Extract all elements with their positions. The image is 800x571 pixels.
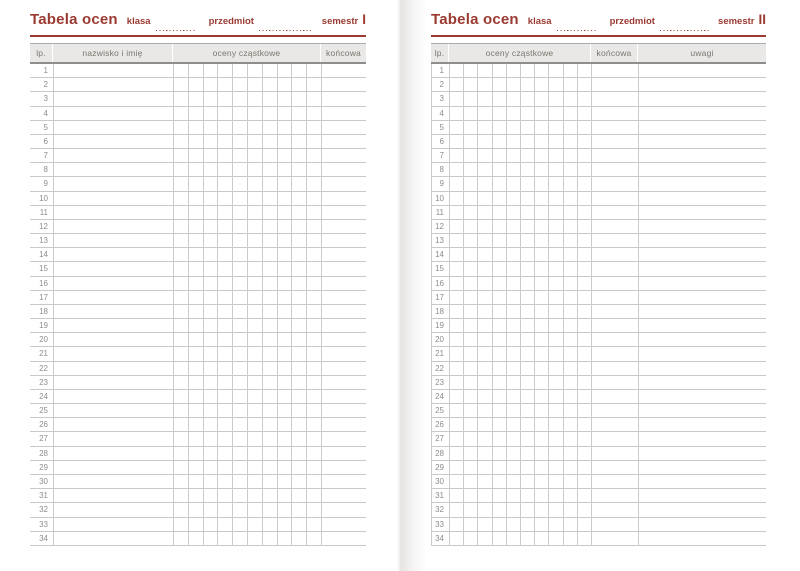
row-number: 21 [435, 349, 444, 359]
row-number: 30 [39, 476, 48, 486]
row-number: 23 [39, 377, 48, 387]
row-number: 28 [39, 448, 48, 458]
row-number: 29 [435, 462, 444, 472]
row-number: 23 [435, 377, 444, 387]
table-row[interactable] [431, 121, 766, 135]
column-header-koncowa: końcowa [591, 44, 638, 62]
column-header-lp: lp. [30, 44, 53, 62]
przedmiot-label: przedmiot [208, 16, 254, 27]
table-row[interactable] [30, 347, 366, 361]
table-row[interactable] [30, 532, 366, 546]
row-number: 16 [39, 278, 48, 288]
row-number: 11 [39, 207, 48, 217]
column-divider [463, 64, 464, 546]
table-body [30, 64, 366, 546]
row-number: 15 [435, 264, 444, 274]
table-row[interactable] [30, 305, 366, 319]
table-row[interactable] [30, 121, 366, 135]
row-number: 18 [39, 306, 48, 316]
table-row[interactable] [431, 277, 766, 291]
row-number: 28 [435, 448, 444, 458]
row-number: 9 [439, 179, 444, 189]
page-header [30, 11, 366, 34]
column-divider [548, 64, 549, 546]
table-row[interactable] [431, 362, 766, 376]
table-row[interactable] [30, 461, 366, 475]
row-number: 3 [43, 94, 48, 104]
column-divider [449, 64, 450, 546]
column-divider [492, 64, 493, 546]
table-row[interactable] [431, 177, 766, 191]
row-number: 14 [435, 250, 444, 260]
row-number: 32 [435, 505, 444, 515]
row-number: 1 [43, 66, 48, 75]
semester-numeral: II [758, 12, 766, 27]
row-number: 8 [439, 165, 444, 175]
table-row[interactable] [431, 503, 766, 517]
row-number: 22 [435, 363, 444, 373]
table-row[interactable] [431, 418, 766, 432]
row-number: 6 [43, 136, 48, 146]
klasa-fill-in-line[interactable] [156, 30, 196, 31]
table-row[interactable] [30, 376, 366, 390]
table-row[interactable] [30, 291, 366, 305]
row-number: 33 [435, 519, 444, 529]
page-semester-2 [431, 0, 766, 571]
table-row[interactable] [431, 64, 766, 78]
row-number: 26 [435, 420, 444, 430]
row-number: 12 [435, 221, 444, 231]
row-number: 31 [39, 491, 48, 501]
column-divider [506, 64, 507, 546]
table-row[interactable] [30, 92, 366, 106]
table-row[interactable] [431, 163, 766, 177]
table-row[interactable] [431, 319, 766, 333]
table-row[interactable] [431, 92, 766, 106]
row-number: 6 [439, 136, 444, 146]
table-row[interactable] [30, 503, 366, 517]
row-number: 26 [39, 420, 48, 430]
table-row[interactable] [431, 432, 766, 446]
table-row[interactable] [30, 163, 366, 177]
row-number: 34 [435, 533, 444, 543]
table-row[interactable] [30, 432, 366, 446]
table-row[interactable] [431, 489, 766, 503]
row-number: 7 [43, 151, 48, 161]
table-row[interactable] [431, 262, 766, 276]
header-rule [30, 35, 366, 37]
table-row[interactable] [30, 518, 366, 532]
row-number: 24 [39, 391, 48, 401]
row-number: 5 [43, 122, 48, 132]
table-row[interactable] [30, 135, 366, 149]
column-divider [262, 64, 263, 546]
table-row[interactable] [431, 390, 766, 404]
row-number: 25 [39, 406, 48, 416]
grades-table-semester-1 [30, 43, 366, 546]
row-number: 16 [435, 278, 444, 288]
row-number: 4 [439, 108, 444, 118]
column-divider [247, 64, 248, 546]
row-number: 13 [435, 236, 444, 246]
table-row[interactable] [30, 206, 366, 220]
table-row[interactable] [431, 291, 766, 305]
table-row[interactable] [431, 447, 766, 461]
column-divider [431, 64, 432, 546]
table-row[interactable] [431, 305, 766, 319]
row-number: 34 [39, 533, 48, 543]
column-divider [203, 64, 204, 546]
table-row[interactable] [30, 277, 366, 291]
semester-numeral: I [362, 12, 366, 27]
table-row[interactable] [30, 192, 366, 206]
row-number: 21 [39, 349, 48, 359]
table-row[interactable] [431, 333, 766, 347]
column-divider [591, 64, 592, 546]
column-divider [520, 64, 521, 546]
row-number: 20 [39, 335, 48, 345]
table-row[interactable] [431, 404, 766, 418]
column-divider [173, 64, 174, 546]
column-divider [577, 64, 578, 546]
table-row[interactable] [431, 532, 766, 546]
row-number: 10 [435, 193, 444, 203]
table-row[interactable] [431, 78, 766, 92]
row-number: 15 [39, 264, 48, 274]
row-number: 5 [439, 122, 444, 132]
table-row[interactable] [431, 347, 766, 361]
row-number: 27 [435, 434, 444, 444]
klasa-fill-in-line[interactable] [557, 30, 597, 31]
column-divider [188, 64, 189, 546]
row-number: 13 [39, 236, 48, 246]
column-divider [217, 64, 218, 546]
column-header-oceny: oceny cząstkowe [173, 44, 321, 62]
table-row[interactable] [30, 220, 366, 234]
table-row[interactable] [431, 461, 766, 475]
row-number: 14 [39, 250, 48, 260]
row-number: 27 [39, 434, 48, 444]
column-header-nazwisko: nazwisko i imię [53, 44, 173, 62]
row-number: 2 [439, 80, 444, 90]
row-number: 4 [43, 108, 48, 118]
table-row[interactable] [431, 220, 766, 234]
semestr-label: semestr [321, 16, 359, 27]
row-number: 25 [435, 406, 444, 416]
table-row[interactable] [431, 376, 766, 390]
table-row[interactable] [30, 390, 366, 404]
page-semester-1 [30, 0, 366, 571]
table-row[interactable] [30, 447, 366, 461]
table-row[interactable] [30, 333, 366, 347]
grades-table-semester-2 [431, 43, 766, 546]
page-title: Tabela ocen [431, 11, 519, 28]
row-number: 8 [43, 165, 48, 175]
przedmiot-fill-in-line[interactable] [259, 30, 313, 31]
column-divider [232, 64, 233, 546]
table-row[interactable] [30, 149, 366, 163]
column-divider [291, 64, 292, 546]
row-number: 30 [435, 476, 444, 486]
table-header-row [30, 43, 366, 64]
table-row[interactable] [431, 518, 766, 532]
table-row[interactable] [30, 248, 366, 262]
table-row[interactable] [30, 319, 366, 333]
table-row[interactable] [30, 418, 366, 432]
row-number: 12 [39, 221, 48, 231]
column-divider [277, 64, 278, 546]
row-number: 1 [439, 66, 444, 75]
table-row[interactable] [30, 107, 366, 121]
table-row[interactable] [431, 248, 766, 262]
row-number: 24 [435, 391, 444, 401]
column-divider [477, 64, 478, 546]
column-divider [53, 64, 54, 546]
row-number: 20 [435, 335, 444, 345]
row-number: 19 [435, 321, 444, 331]
row-number: 33 [39, 519, 48, 529]
row-number: 29 [39, 462, 48, 472]
table-row[interactable] [431, 107, 766, 121]
row-number: 22 [39, 363, 48, 373]
column-divider [321, 64, 322, 546]
row-number: 7 [439, 151, 444, 161]
row-number: 31 [435, 491, 444, 501]
row-number: 17 [435, 292, 444, 302]
table-row[interactable] [431, 135, 766, 149]
page-header [431, 11, 766, 34]
row-number: 9 [43, 179, 48, 189]
table-row[interactable] [431, 234, 766, 248]
row-number: 11 [435, 207, 444, 217]
row-number: 17 [39, 292, 48, 302]
column-divider [638, 64, 639, 546]
column-header-uwagi: uwagi [638, 44, 766, 62]
table-row[interactable] [30, 262, 366, 276]
row-number: 2 [43, 80, 48, 90]
table-row[interactable] [30, 362, 366, 376]
column-divider [534, 64, 535, 546]
table-row[interactable] [431, 206, 766, 220]
column-header-lp: lp. [431, 44, 449, 62]
table-header-row [431, 43, 766, 64]
klasa-label: klasa [527, 16, 552, 27]
table-row[interactable] [431, 149, 766, 163]
header-rule [431, 35, 766, 37]
table-row[interactable] [30, 64, 366, 78]
table-row[interactable] [30, 234, 366, 248]
table-body [431, 64, 766, 546]
row-number: 32 [39, 505, 48, 515]
table-row[interactable] [30, 78, 366, 92]
przedmiot-fill-in-line[interactable] [660, 30, 709, 31]
column-divider [306, 64, 307, 546]
page-gutter-shadow [397, 0, 427, 571]
table-row[interactable] [30, 404, 366, 418]
row-number: 10 [39, 193, 48, 203]
table-row[interactable] [30, 475, 366, 489]
page-title: Tabela ocen [30, 11, 118, 28]
table-row[interactable] [431, 192, 766, 206]
row-number: 18 [435, 306, 444, 316]
column-header-koncowa: końcowa [321, 44, 366, 62]
table-row[interactable] [431, 475, 766, 489]
column-divider [563, 64, 564, 546]
table-row[interactable] [30, 177, 366, 191]
przedmiot-label: przedmiot [609, 16, 655, 27]
row-number: 19 [39, 321, 48, 331]
row-number: 3 [439, 94, 444, 104]
klasa-label: klasa [126, 16, 151, 27]
table-row[interactable] [30, 489, 366, 503]
column-header-oceny: oceny cząstkowe [449, 44, 591, 62]
semestr-label: semestr [718, 16, 755, 27]
